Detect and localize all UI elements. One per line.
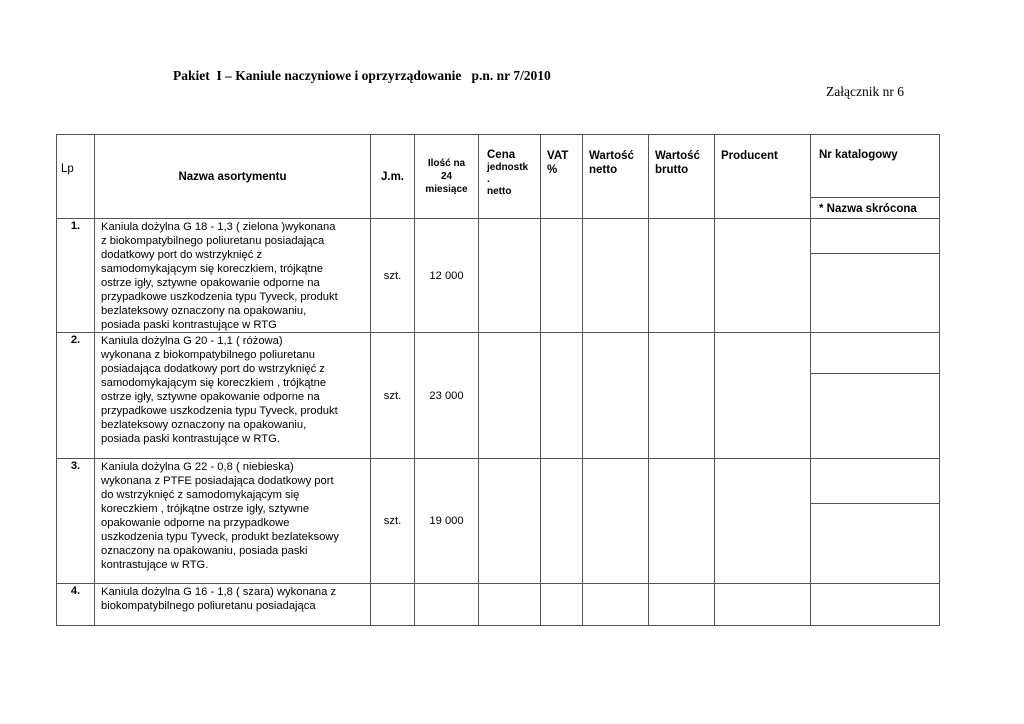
header-wn-line: Wartość: [589, 150, 634, 162]
cell-nazwa-skrocona[interactable]: [811, 504, 940, 584]
desc-line: do wstrzyknięć z samodomykającym się: [101, 489, 300, 501]
header-cena-line: Cena: [487, 149, 516, 161]
row-quantity: [415, 584, 479, 626]
desc-line: opakowanie odporne na przypadkowe: [101, 517, 290, 529]
header-cena: [479, 135, 541, 219]
header-vat: [541, 135, 583, 219]
cell-nr-katalogowy[interactable]: [811, 459, 940, 504]
price-table: [56, 134, 940, 626]
desc-line: z biokompatybilnego poliuretanu posiadająca: [101, 235, 325, 247]
desc-line: bezlateksowy oznaczony na opakowaniu,: [101, 305, 307, 317]
header-wb-line: brutto: [655, 164, 689, 176]
header-nazwa-skrocona: * Nazwa skrócona: [811, 198, 940, 219]
header-jm: J.m.: [371, 135, 415, 219]
cell-vat[interactable]: [541, 333, 583, 459]
cell-nazwa-skrocona[interactable]: [811, 254, 940, 333]
row-lp: 3.: [57, 459, 95, 584]
cell-wartosc-brutto[interactable]: [649, 333, 715, 459]
row-quantity: 19 000: [415, 459, 479, 584]
row-description: [95, 459, 371, 584]
cell-wartosc-netto[interactable]: [583, 459, 649, 584]
header-producent: Producent: [715, 135, 811, 219]
cell-producent[interactable]: [715, 333, 811, 459]
cell-vat[interactable]: [541, 219, 583, 333]
row-lp: 4.: [57, 584, 95, 626]
header-wb-line: Wartość: [655, 150, 700, 162]
header-nr-katalogowy: Nr katalogowy: [811, 135, 940, 198]
row-quantity: 12 000: [415, 219, 479, 333]
desc-line: ostrze igły, sztywne opakowanie odporne na: [101, 277, 320, 289]
cell-wartosc-netto[interactable]: [583, 219, 649, 333]
cell-wartosc-netto[interactable]: [583, 584, 649, 626]
header-ilosc-line: miesiące: [425, 184, 468, 195]
cell-cena[interactable]: [479, 584, 541, 626]
desc-line: wykonana z biokompatybilnego poliuretanu: [101, 349, 315, 361]
cell-producent[interactable]: [715, 584, 811, 626]
table-row: [57, 459, 940, 504]
header-cena-line: jednostk: [487, 162, 529, 173]
desc-line: dodatkowy port do wstrzyknięć z: [101, 249, 263, 261]
cell-nazwa-skrocona[interactable]: [811, 374, 940, 459]
row-jm: szt.: [371, 333, 415, 459]
desc-line: uszkodzenia typu Tyveck, produkt bezlateksowy: [101, 531, 339, 543]
desc-line: oznaczony na opakowaniu, posiada paski: [101, 545, 308, 557]
desc-line: samodomykającym się koreczkiem , trójkątne: [101, 377, 327, 389]
desc-line: posiada paski kontrastujące w RTG: [101, 319, 277, 331]
annex-label: Załącznik nr 6: [826, 84, 904, 99]
row-jm: [371, 584, 415, 626]
desc-line: posiada paski kontrastujące w RTG.: [101, 433, 280, 445]
header-cena-line: netto: [487, 186, 512, 197]
desc-line: wykonana z PTFE posiadająca dodatkowy port: [101, 475, 334, 487]
header-wn-line: netto: [589, 164, 618, 176]
cell-wartosc-brutto[interactable]: [649, 219, 715, 333]
row-quantity: 23 000: [415, 333, 479, 459]
row-description: [95, 333, 371, 459]
desc-line: Kaniula dożylna G 20 - 1,1 ( różowa): [101, 335, 283, 347]
header-lp: Lp: [57, 135, 95, 219]
cell-vat[interactable]: [541, 584, 583, 626]
row-description: [95, 219, 371, 333]
cell-wartosc-brutto[interactable]: [649, 459, 715, 584]
desc-line: ostrze igły, sztywne opakowanie odporne na: [101, 391, 320, 403]
header-ilosc-line: Ilość na: [427, 158, 466, 169]
row-lp: 2.: [57, 333, 95, 459]
cell-wartosc-netto[interactable]: [583, 333, 649, 459]
desc-line: koreczkiem , trójkątne ostrze igły, sztywne: [101, 503, 310, 515]
cell-nr-katalogowy[interactable]: [811, 219, 940, 254]
desc-line: samodomykającym się koreczkiem, trójkątne: [101, 263, 323, 275]
row-lp: 1.: [57, 219, 95, 333]
row-jm: szt.: [371, 219, 415, 333]
header-vat-line: VAT: [547, 150, 569, 162]
desc-line: bezlateksowy oznaczony na opakowaniu,: [101, 419, 307, 431]
desc-line: przypadkowe uszkodzenia typu Tyveck, produkt: [101, 405, 338, 417]
row-jm: szt.: [371, 459, 415, 584]
document-title: Pakiet I – Kaniule naczyniowe i oprzyrządowanie p.n. nr 7/2010: [173, 68, 551, 83]
cell-producent[interactable]: [715, 459, 811, 584]
desc-line: biokompatybilnego poliuretanu posiadająca: [101, 600, 316, 612]
header-cena-line: .: [487, 174, 490, 185]
header-wartosc-netto: [583, 135, 649, 219]
desc-line: Kaniula dożylna G 18 - 1,3 ( zielona )wykonana: [101, 221, 336, 233]
header-vat-line: %: [547, 164, 558, 176]
cell-vat[interactable]: [541, 459, 583, 584]
cell-producent[interactable]: [715, 219, 811, 333]
row-description: [95, 584, 371, 626]
desc-line: Kaniula dożylna G 16 - 1,8 ( szara) wykonana z: [101, 586, 337, 598]
desc-line: kontrastujące w RTG.: [101, 559, 209, 571]
header-nazwa: Nazwa asortymentu: [95, 135, 371, 219]
cell-cena[interactable]: [479, 459, 541, 584]
desc-line: przypadkowe uszkodzenia typu Tyveck, produkt: [101, 291, 338, 303]
desc-line: Kaniula dożylna G 22 - 0,8 ( niebieska): [101, 461, 294, 473]
header-wartosc-brutto: [649, 135, 715, 219]
table-header-row: [57, 135, 940, 198]
cell-nr-katalogowy[interactable]: [811, 584, 940, 626]
table-row: [57, 219, 940, 254]
cell-cena[interactable]: [479, 219, 541, 333]
table-row: [57, 333, 940, 374]
cell-cena[interactable]: [479, 333, 541, 459]
cell-nr-katalogowy[interactable]: [811, 333, 940, 374]
desc-line: posiadająca dodatkowy port do wstrzyknięć z: [101, 363, 325, 375]
header-ilosc-line: 24: [440, 171, 453, 182]
table-row: [57, 584, 940, 626]
header-ilosc: [415, 135, 479, 219]
cell-wartosc-brutto[interactable]: [649, 584, 715, 626]
